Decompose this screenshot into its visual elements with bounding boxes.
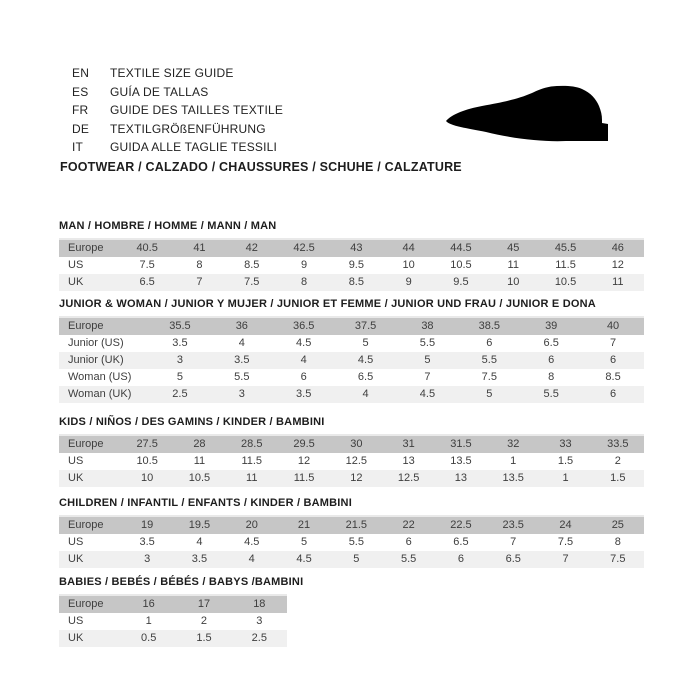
size-value: 1.5	[557, 455, 574, 467]
size-value: 12	[297, 455, 311, 467]
size-value: 18	[253, 598, 266, 610]
size-table-header-row	[59, 434, 644, 453]
region-label: US	[68, 536, 84, 548]
size-value: 5	[424, 354, 431, 366]
size-table-row	[59, 453, 644, 470]
region-label: Woman (UK)	[68, 388, 132, 400]
size-value: 10.5	[554, 276, 577, 288]
size-table-row	[59, 352, 644, 369]
size-value: 45.5	[554, 242, 577, 254]
size-value: 3.5	[139, 536, 155, 548]
language-code: EN	[72, 66, 90, 80]
size-value: 9	[300, 259, 308, 271]
size-value: 11	[193, 455, 206, 467]
size-value: 44	[402, 242, 415, 254]
size-value: 8	[300, 276, 308, 288]
size-value: 7	[610, 337, 617, 349]
section-children	[59, 497, 644, 568]
size-value: 23.5	[502, 519, 524, 531]
size-value: 6	[548, 354, 555, 366]
size-value: 5.5	[348, 536, 364, 548]
size-value: 8.5	[348, 276, 364, 288]
size-value: 6.5	[139, 276, 155, 288]
size-value: 1	[510, 455, 517, 467]
size-value: 1	[562, 472, 569, 484]
size-value: 6.5	[453, 536, 469, 548]
size-value: 9	[405, 276, 412, 288]
size-table-row	[59, 257, 644, 274]
region-label: Europe	[68, 320, 104, 332]
size-table-children	[59, 515, 644, 568]
size-value: 4.5	[296, 553, 312, 565]
size-value: 13.5	[502, 472, 524, 484]
size-value: 21.5	[345, 519, 368, 531]
size-value: 10	[402, 259, 415, 271]
size-table-header-row	[59, 238, 644, 257]
size-value: 9.5	[348, 259, 364, 271]
size-value: 6	[405, 536, 412, 548]
region-label: UK	[68, 553, 84, 565]
size-value: 5.5	[234, 371, 250, 383]
size-value: 3.5	[234, 354, 250, 366]
size-value: 7.5	[139, 259, 155, 271]
size-value: 29.5	[293, 438, 315, 450]
size-value: 4.5	[296, 337, 312, 349]
size-value: 11.5	[241, 455, 263, 467]
size-value: 43	[350, 242, 363, 254]
size-table-babies	[59, 594, 287, 647]
size-value: 0.5	[141, 632, 157, 644]
size-value: 10.5	[450, 259, 472, 271]
size-value: 22.5	[450, 519, 472, 531]
size-value: 27.5	[136, 438, 158, 450]
language-guide-list	[72, 64, 283, 157]
size-table-row	[59, 335, 644, 352]
size-value: 5	[300, 536, 308, 548]
section-man	[59, 220, 644, 291]
size-value: 1.5	[196, 632, 212, 644]
size-value: 30	[350, 438, 363, 450]
size-value: 11.5	[555, 259, 576, 271]
size-value: 39	[545, 320, 558, 332]
category-heading: FOOTWEAR / CALZADO / CHAUSSURES / SCHUHE / CALZATURE	[60, 160, 462, 174]
size-value: 8.5	[244, 259, 260, 271]
size-value: 3.5	[296, 388, 312, 400]
size-value: 4	[300, 354, 307, 366]
size-value: 16	[142, 598, 155, 610]
section-title-children: CHILDREN / INFANTIL / ENFANTS / KINDER / BAMBINI	[59, 497, 352, 509]
size-value: 4	[362, 388, 369, 400]
size-value: 13.5	[450, 455, 472, 467]
size-value: 6	[486, 337, 493, 349]
size-value: 35.5	[169, 320, 191, 332]
size-table-row	[59, 470, 644, 487]
language-code: ES	[72, 84, 89, 99]
size-value: 37.5	[354, 320, 377, 332]
language-row-fr	[72, 101, 283, 120]
region-label: Europe	[68, 242, 104, 254]
language-text: GUIDE DES TAILLES TEXTILE	[110, 103, 284, 117]
size-value: 5.5	[419, 337, 436, 349]
size-value: 6	[300, 371, 307, 383]
region-label: Europe	[68, 438, 104, 450]
size-value: 8.5	[605, 371, 621, 383]
size-value: 4	[248, 553, 255, 565]
size-value: 10.5	[188, 472, 211, 484]
language-text: GUIDA ALLE TAGLIE TESSILI	[110, 140, 278, 154]
region-label: Junior (UK)	[68, 354, 124, 366]
size-value: 40.5	[136, 242, 158, 254]
size-value: 11	[507, 259, 519, 271]
language-code: FR	[72, 103, 89, 117]
size-value: 6.5	[357, 371, 374, 383]
size-value: 8	[614, 536, 621, 548]
size-value: 5.5	[481, 354, 497, 366]
size-value: 40	[606, 320, 620, 332]
size-value: 4	[238, 337, 245, 349]
size-value: 3	[144, 553, 151, 565]
size-value: 7	[510, 536, 517, 548]
section-title-babies: BABIES / BEBÉS / BÉBÉS / BABYS /BAMBINI	[59, 576, 304, 588]
size-value: 19.5	[188, 519, 211, 531]
size-value: 7.5	[610, 553, 626, 565]
size-value: 20	[245, 519, 258, 531]
size-value: 25	[611, 519, 624, 531]
size-value: 7	[424, 371, 431, 383]
size-value: 36	[235, 320, 248, 332]
size-value: 2.5	[172, 388, 188, 400]
section-kids	[59, 416, 644, 487]
size-value: 21	[297, 519, 311, 531]
size-table-row	[59, 551, 644, 568]
size-value: 4.5	[419, 388, 436, 400]
size-value: 3.5	[172, 337, 188, 349]
size-value: 7.5	[481, 371, 497, 383]
size-value: 5	[176, 371, 183, 383]
region-label: Europe	[68, 598, 104, 610]
size-value: 6.5	[543, 337, 559, 349]
section-title-junior-woman: JUNIOR & WOMAN / JUNIOR Y MUJER / JUNIOR ET FEMME / JUNIOR UND FRAU / JUNIOR E DONA	[59, 298, 596, 310]
size-value: 11	[246, 472, 258, 484]
section-title-kids: KIDS / NIÑOS / DES GAMINS / KINDER / BAMBINI	[59, 416, 325, 428]
size-value: 41	[193, 242, 206, 254]
size-value: 7	[196, 276, 203, 288]
size-table-row	[59, 386, 644, 403]
size-value: 12	[350, 472, 363, 484]
size-value: 12.5	[345, 455, 368, 467]
size-value: 46	[611, 242, 624, 254]
size-table-header-row	[59, 515, 644, 534]
size-value: 13	[454, 472, 468, 484]
size-value: 31.5	[450, 438, 472, 450]
size-value: 1	[145, 615, 152, 627]
size-value: 2	[614, 455, 621, 467]
size-value: 13	[402, 455, 415, 467]
size-value: 6	[610, 354, 617, 366]
size-value: 44.5	[450, 242, 472, 254]
size-value: 3	[256, 615, 263, 627]
size-value: 10	[507, 276, 520, 288]
size-value: 3	[238, 388, 245, 400]
size-value: 22	[402, 519, 415, 531]
region-label: Europe	[68, 519, 104, 531]
size-value: 10.5	[136, 455, 158, 467]
size-value: 17	[197, 598, 211, 610]
size-value: 28	[193, 438, 206, 450]
section-title-man: MAN / HOMBRE / HOMME / MANN / MAN	[59, 220, 277, 232]
size-value: 3	[176, 354, 183, 366]
size-value: 31	[402, 438, 415, 450]
language-row-en	[72, 64, 283, 83]
region-label: UK	[68, 632, 84, 644]
size-value: 24	[559, 519, 572, 531]
size-value: 38	[421, 320, 434, 332]
size-table-junior-woman	[59, 316, 644, 403]
size-value: 11	[612, 276, 624, 288]
size-value: 6.5	[505, 553, 521, 565]
size-table-man	[59, 238, 644, 291]
size-value: 19	[141, 519, 154, 531]
language-row-it	[72, 138, 283, 157]
language-row-de	[72, 120, 283, 139]
size-table-row	[59, 613, 287, 630]
size-value: 4.5	[357, 354, 374, 366]
region-label: Woman (US)	[68, 371, 132, 383]
size-value: 5.5	[543, 388, 559, 400]
size-value: 6	[610, 388, 617, 400]
size-table-row	[59, 630, 287, 647]
size-value: 6	[457, 553, 464, 565]
size-table-row	[59, 369, 644, 386]
region-label: Junior (US)	[68, 337, 124, 349]
size-value: 8	[196, 259, 203, 271]
language-code: IT	[72, 140, 84, 154]
size-value: 2	[200, 615, 208, 627]
region-label: UK	[68, 472, 84, 484]
size-value: 10	[141, 472, 154, 484]
region-label: US	[68, 455, 84, 467]
size-value: 12.5	[397, 472, 420, 484]
language-row-es	[72, 83, 283, 102]
size-value: 11.5	[293, 472, 315, 484]
size-table-header-row	[59, 594, 287, 613]
size-value: 7.5	[557, 536, 574, 548]
shoe-icon	[444, 84, 626, 144]
size-value: 45	[507, 242, 520, 254]
size-value: 2.5	[251, 632, 267, 644]
size-value: 3.5	[191, 553, 208, 565]
size-table-row	[59, 274, 644, 291]
size-value: 33	[559, 438, 572, 450]
size-value: 5.5	[400, 553, 417, 565]
size-value: 12	[611, 259, 624, 271]
size-value: 42	[245, 242, 258, 254]
language-code: DE	[72, 121, 90, 136]
language-text: TEXTILE SIZE GUIDE	[110, 66, 234, 80]
size-value: 32	[507, 438, 520, 450]
size-value: 33.5	[607, 438, 629, 450]
size-value: 28.5	[241, 438, 263, 450]
size-value: 42.5	[293, 242, 315, 254]
language-text: TEXTILGRÖßENFÜHRUNG	[110, 121, 266, 136]
region-label: US	[68, 259, 84, 271]
size-value: 36.5	[292, 320, 315, 332]
size-value: 8	[548, 371, 555, 383]
size-table-header-row	[59, 316, 644, 335]
region-label: UK	[68, 276, 84, 288]
size-value: 7	[562, 553, 569, 565]
size-value: 5	[353, 553, 360, 565]
size-value: 7.5	[244, 276, 260, 288]
size-table-kids	[59, 434, 644, 487]
size-value: 9.5	[453, 276, 469, 288]
size-table-row	[59, 534, 644, 551]
size-value: 5	[486, 388, 493, 400]
size-value: 5	[362, 337, 369, 349]
section-babies	[59, 576, 644, 647]
size-value: 1.5	[610, 472, 626, 484]
size-value: 4.5	[244, 536, 260, 548]
region-label: US	[68, 615, 84, 627]
size-value: 4	[196, 536, 203, 548]
size-value: 38.5	[478, 320, 501, 332]
section-junior-woman	[59, 298, 644, 403]
language-text: GUÍA DE TALLAS	[110, 84, 209, 99]
